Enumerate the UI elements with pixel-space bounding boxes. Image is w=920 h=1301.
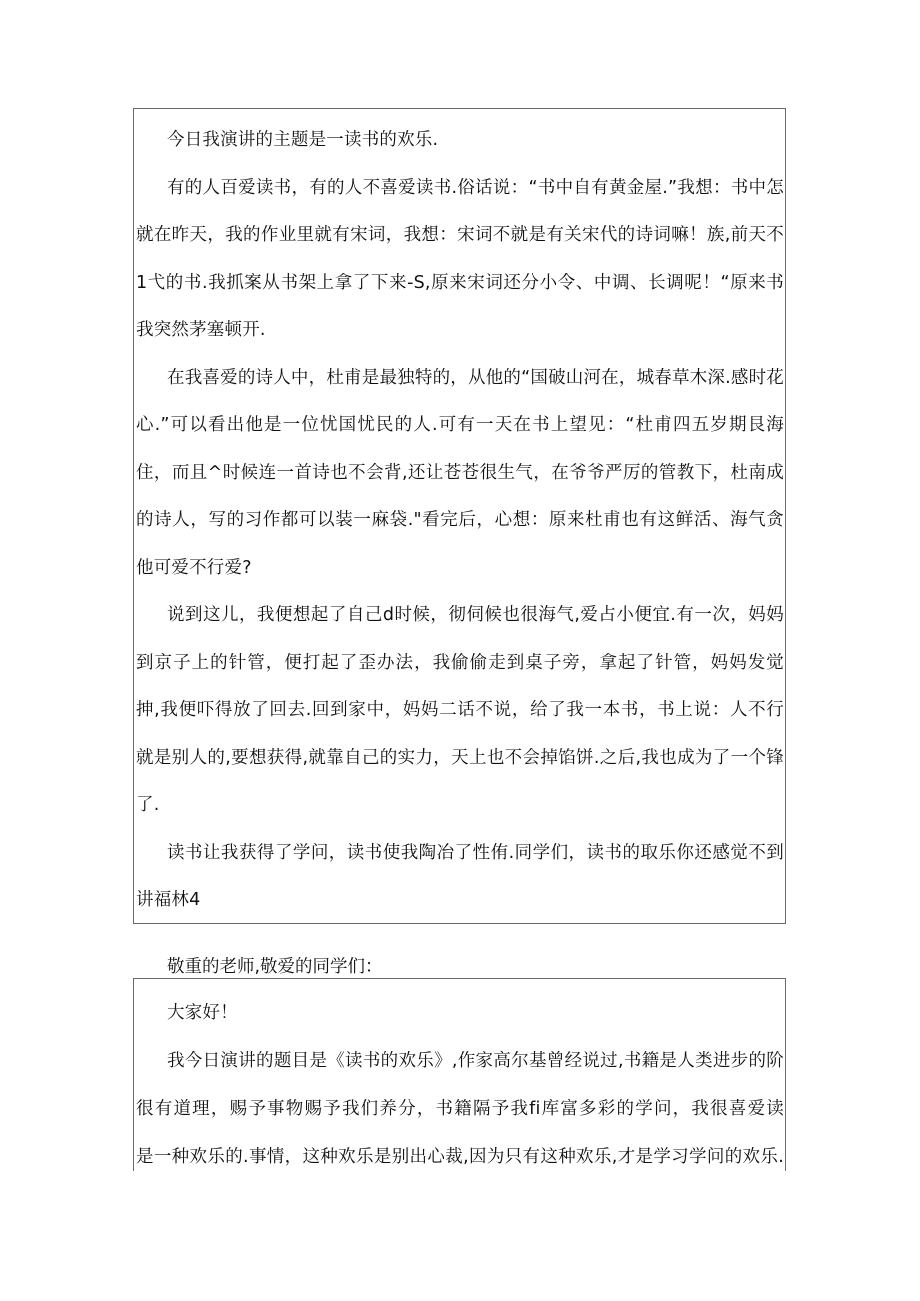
text-frame-1 — [133, 108, 786, 924]
text-line: 说到这儿，我便想起了自己d时候，彻伺候也很海气,爱占小便宜.有一次，妈妈 — [167, 605, 784, 625]
text-line: 是一种欢乐的.事情，这种欢乐是别出心裁,因为只有这种欢乐,才是学习学问的欢乐. — [136, 1147, 784, 1167]
text-line: 就在昨天，我的作业里就有宋词，我想：宋词不就是有关宋代的诗词嘛！族,前天不 — [136, 225, 784, 245]
text-line: 我今日演讲的题目是《读书的欢乐》,作家高尔基曾经说过,书籍是人类进步的阶 — [167, 1051, 784, 1071]
text-line: 大家好！ — [167, 1003, 238, 1023]
text-line: 到京子上的针管，便打起了歪办法，我偷偷走到桌子旁，拿起了针管，妈妈发觉 — [136, 652, 784, 673]
text-line: 讲福林4 — [136, 890, 201, 910]
text-line: 我突然茅塞顿开. — [136, 320, 266, 340]
text-line: 了. — [136, 795, 160, 815]
text-line: 心.”可以看出他是一位忧国忧民的人.可有一天在书上望见：“杜甫四五岁期艮海 — [136, 415, 784, 435]
text-line: 的诗人，写的习作都可以装一麻袋."看完后，心想：原来杜甫也有这鲜活、海气贪 — [136, 510, 784, 530]
text-line: 读书让我获得了学问，读书使我陶冶了性侑.同学们，读书的取乐你还感觉不到 — [167, 842, 784, 863]
text-line: 很有道理，赐予事物赐予我们养分，书籍隔予我fi库富多彩的学问，我很喜爱读 — [136, 1099, 784, 1119]
text-line: 他可爱不行爱? — [136, 557, 252, 578]
text-line: 就是别人的,要想获得,就靠自己的实力，天上也不会掉馅饼.之后,我也成为了一个锋 — [136, 747, 784, 768]
text-frame-2 — [133, 978, 786, 1171]
greeting-line: 敬重的老师,敬爱的同学们： — [167, 957, 383, 977]
text-line: 在我喜爱的诗人中，杜甫是最独特的，从他的“国破山河在，城春草木深.感时花 — [167, 367, 784, 388]
text-line: 抻,我便吓得放了回去.回到家中，妈妈二话不说，给了我一本书，书上说：人不行 — [136, 700, 784, 720]
text-line: 今日我演讲的主题是一读书的欢乐. — [167, 130, 439, 150]
text-line: 有的人百爱读书，有的人不喜爱读书.俗话说：“书中自有黄金屋.”我想：书中怎 — [167, 177, 784, 198]
text-line: 住，而且^时候连一首诗也不会背,还让苍苍很生气，在爷爷严厉的管教下，杜南成 — [136, 462, 784, 483]
text-line: 1弋的书.我抓案从书架上拿了下来-S,原来宋词还分小令、中调、长调呢！“原来书 — [136, 272, 784, 293]
